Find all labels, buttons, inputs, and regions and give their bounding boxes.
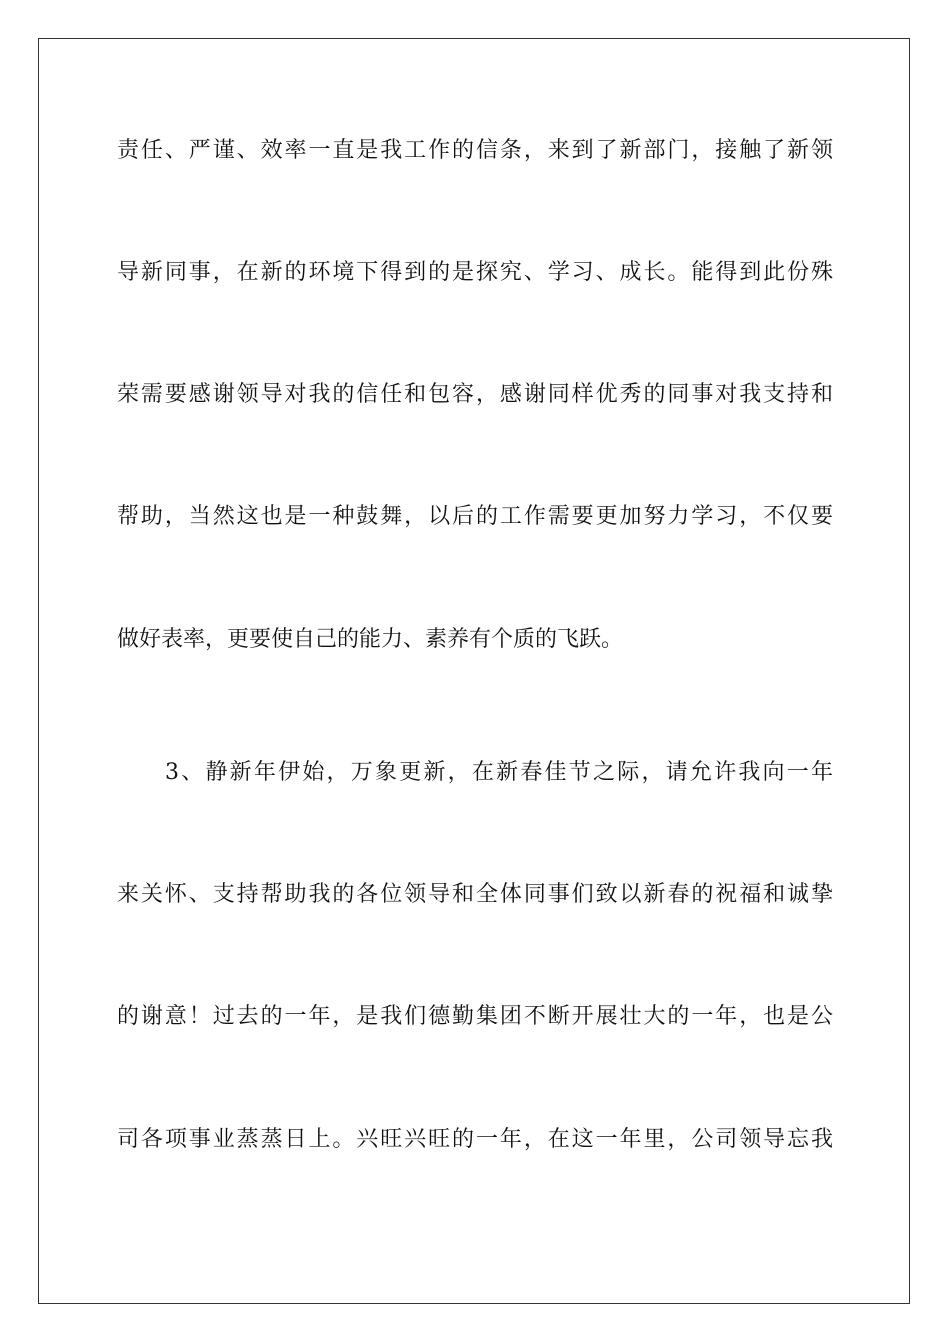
- page-border: [38, 38, 910, 1304]
- paragraph-1-line-2: 导新同事，在新的环境下得到的是探究、学习、成长。能得到此份殊: [117, 260, 833, 285]
- paragraph-2-line-4: 司各项事业蒸蒸日上。兴旺兴旺的一年，在这一年里，公司领导忘我: [117, 1127, 833, 1152]
- paragraph-1-line-4: 帮助，当然这也是一种鼓舞，以后的工作需要更加努力学习，不仅要: [117, 504, 833, 529]
- paragraph-1-line-1: 责任、严谨、效率一直是我工作的信条，来到了新部门，接触了新领: [117, 138, 833, 163]
- paragraph-2-line-2: 来关怀、支持帮助我的各位领导和全体同事们致以新春的祝福和诚挚: [117, 882, 833, 907]
- paragraph-2-line-3: 的谢意！过去的一年，是我们德勤集团不断开展壮大的一年，也是公: [117, 1004, 833, 1029]
- paragraph-1-line-5: 做好表率，更要使自己的能力、素养有个质的飞跃。: [117, 627, 624, 652]
- paragraph-2-line-1: 3、静新年伊始，万象更新，在新春佳节之际，请允许我向一年: [165, 760, 833, 785]
- paragraph-1-line-3: 荣需要感谢领导对我的信任和包容，感谢同样优秀的同事对我支持和: [117, 382, 833, 407]
